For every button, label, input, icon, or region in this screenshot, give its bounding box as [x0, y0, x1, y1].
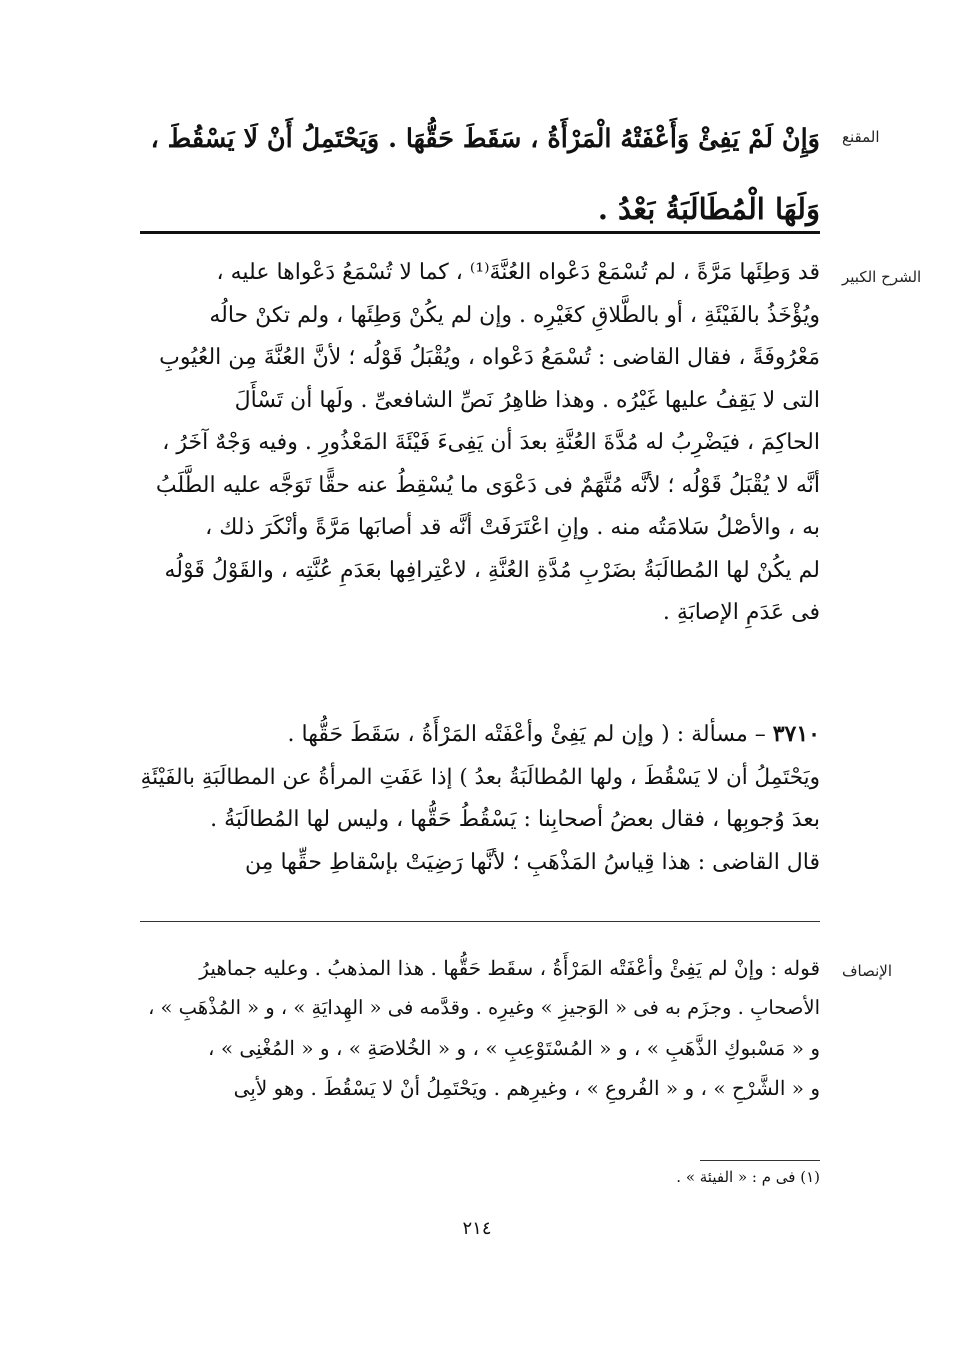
masala-number: ٣٧١٠: [772, 721, 820, 747]
sharh-line: الحاكِمَ ، فيَضْرِبُ له مُدَّةَ العُنَّةِ بعدَ أن يَفِىءَ فَيْئَةَ المَعْذُورِ . وفيه وَجْهٌ آخَرُ ،: [162, 430, 820, 455]
muqni-line: وَلَهَا الْمُطَالَبَةُ بَعْدُ .: [597, 192, 820, 226]
insaf-line: و « مَسْبوكِ الذَّهَبِ » ، و « المُسْتَوْعِبِ » ، و « الخُلاصَةِ » ، و « المُغْنِى » ،: [208, 1036, 820, 1060]
masala-text: [140, 713, 820, 884]
sharh-line: ويُؤْخَذُ بالفَيْئَةِ ، أو بالطَّلاقِ كغَيْرِه . وإن لم يكُنْ وَطِئَها ، ولم تكنْ حالُه: [209, 302, 820, 328]
sharh-line: التى لا يَقِفُ عليها غَيْرُه . وهذا ظاهِرُ نَصِّ الشافعىِّ . ولَها أن تَسْأَلَ: [234, 387, 820, 413]
sharh-line: فى عَدَمِ الإصابَةِ .: [662, 600, 820, 625]
sharh-line: به ، والأصْلُ سَلامَتُه منه . وإنِ اعْتَرَفَتْ أنَّه قد أصابَها مَرَّةً وأنْكَرَ ذلك ،: [205, 515, 820, 540]
sharh-text: [140, 252, 820, 635]
section-label-sharh: الشرح الكبير: [842, 268, 922, 286]
masala-first-line: [140, 713, 820, 757]
section-divider-thin: [140, 921, 820, 922]
masala-first-line-text: – مسألة : ( وإن لم يَفِئْ وأعْفَتْه المَرْأَةُ ، سَقَطَ حَقُّها .: [287, 722, 766, 747]
insaf-line: الأصحابِ . وجزَم به فى « الوَجيزِ » وغيرِه . وقدَّمه فى « الهِدايَةِ » ، و « المُذْهَبِ » ،: [148, 996, 820, 1019]
section-label-muqni: المقنع: [842, 128, 880, 146]
footnote: (١) فى م : « الفيئة » .: [676, 1168, 820, 1186]
masala-line: ويَحْتَمِلُ أن لا يَسْقُطَ ، ولها المُطالَبَةُ بعدُ ) إذا عَفَتِ المرأةُ عن المطالَبَةِ بالفَيْئَةِ: [140, 764, 820, 790]
section-divider-thick: [140, 231, 820, 234]
sharh-line: مَعْرُوفَةً ، فقال القاضى : تُسْمَعُ دَعْواه ، ويُقْبَلُ قَوْلُه ؛ لأنَّ العُنَّةَ مِن العُيُوبِ: [159, 345, 820, 370]
insaf-line: و « الشَّرْحِ » ، و « الفُروعِ » ، وغيرِهم . ويَحْتَمِلُ أنْ لا يَسْقُطَ . وهو لأبِى: [233, 1076, 820, 1100]
section-label-insaf: الإنصاف: [842, 962, 893, 980]
sharh-line: قد وَطِئَها مَرَّةً ، لم تُسْمَعْ دَعْواه العُنَّةَ⁽¹⁾ ، كما لا تُسْمَعُ دَعْواها عليه ،: [216, 260, 820, 285]
page-number: ٢١٤: [462, 1218, 492, 1239]
insaf-text: [140, 948, 820, 1108]
insaf-line: قوله : وإنْ لم يَفِئْ وأعْفَتْه المَرْأَةُ ، سقَط حَقُّها . هذا المذهبُ . وعليه جماهيرُ: [199, 956, 820, 980]
muqni-text: [140, 104, 820, 244]
sharh-line: لم يكُنْ لها المُطالَبَةُ بضَرْبِ مُدَّةِ العُنَّةِ ، لاعْتِرافِها بعَدَمِ عُنَّتِه ، والقَوْلُ قَوْلُه: [164, 557, 820, 583]
masala-line: بعدَ وُجوبِها ، فقال بعضُ أصحابِنا : يَسْقُطُ حَقُّها ، وليس لها المُطالَبَةُ .: [210, 807, 820, 832]
masala-line: قال القاضى : هذا قِياسُ المَذْهَبِ ؛ لأنَّها رَضِيَتْ بإسْقاطِ حقِّها مِن: [244, 849, 820, 875]
footnote-divider: [700, 1160, 820, 1161]
sharh-line: أنَّه لا يُقْبَلُ قَوْلُه ؛ لأنَّه مُتَّهَمٌ فى دَعْوَى ما يُسْقِطُ عنه حقًّا تَوَجَّه عليه الطَّلَبُ: [155, 472, 820, 498]
muqni-line: وَإِنْ لَمْ يَفِئْ وَأَعْفَتْهُ الْمَرْأَةُ ، سَقَطَ حَقُّهَا . وَيَحْتَمِلُ أَنْ لَا يَسْقُطَ ،: [150, 124, 820, 154]
